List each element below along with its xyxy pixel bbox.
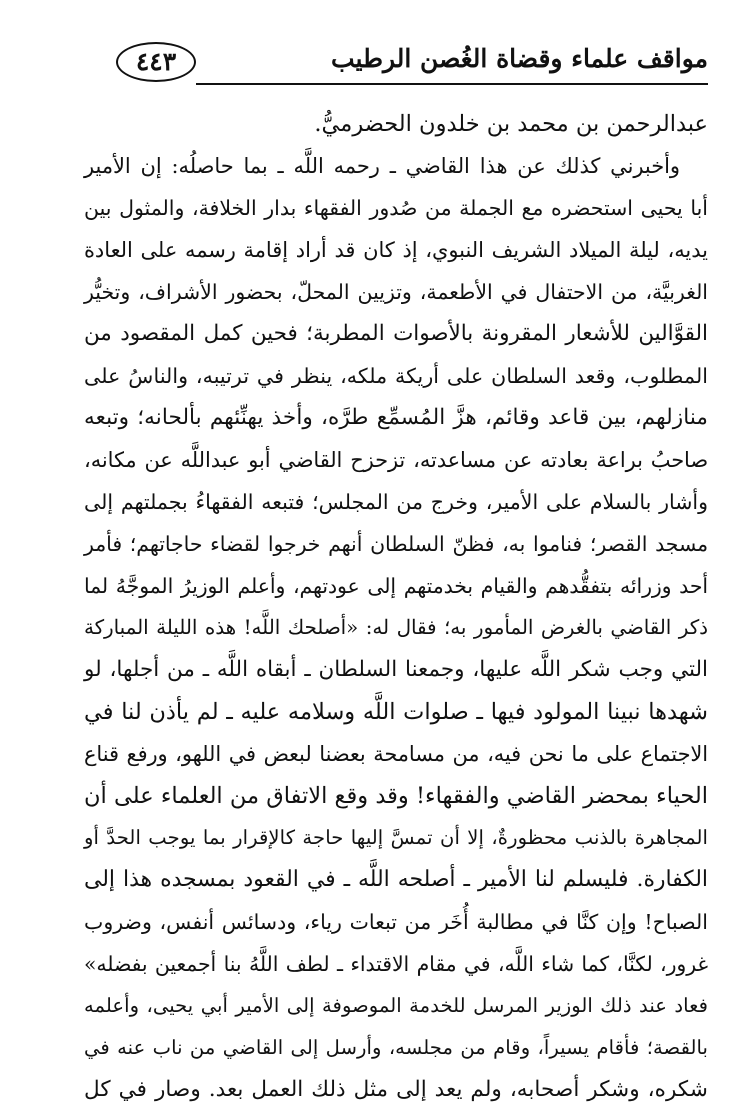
text-line: أبا يحيى استحضره مع الجملة من صُدور الفقهاء بدار الخلافة، والمثول بين [84,196,708,220]
text-line: الصباح! وإن كنَّا في مطالبة أُخَر من تبعات رياء، ودسائس أنفس، وضروب [84,910,708,934]
text-line: شهدها نبينا المولود فيها ـ صلوات اللَّه وسلامه عليه ـ لم يأذن لنا في [84,699,708,725]
text-line: وأخبرني كذلك عن هذا القاضي ـ رحمه اللَّه ـ بما حاصلُه: إن الأمير [84,154,680,178]
header-rule [196,83,708,85]
page-number: ٤٤٣ [135,47,177,76]
text-line: شكره، وشكر أصحابه، ولم يعد إلى مثل ذلك العمل بعد. وصار في كل [84,1077,708,1102]
text-line: عبدالرحمن بن محمد بن خلدون الحضرميُّ. [314,111,708,137]
text-line: مسجد القصر؛ فناموا به، فظنّ السلطان أنهم خرجوا لقضاء حاجاتهم؛ فأمر [84,532,708,556]
body-text [84,103,708,1111]
text-line: منازلهم، بين قاعد وقائم، هزَّ المُسمِّع طرَّه، وأخذ يهنِّئهم بألحانه؛ وتبعه [84,405,708,430]
text-line: يديه، ليلة الميلاد الشريف النبوي، إذ كان قد أراد إقامة رسمه على العادة [84,238,708,262]
text-line: صاحبُ براعة بعادته عن مساعدته، تزحزح القاضي أبو عبداللَّه عن مكانه، [84,448,708,472]
text-line: المجاهرة بالذنب محظورةٌ، إلا أن تمسَّ إليها حاجة كالإقرار بما يوجب الحدَّ أو [84,826,708,849]
page-header [78,36,708,96]
text-line: ذكر القاضي بالغرض المأمور به؛ فقال له: «أصلحك اللَّه! هذه الليلة المباركة [84,616,708,639]
text-line: التي وجب شكر اللَّه عليها، وجمعنا السلطان ـ أبقاه اللَّه ـ من أجلها، لو [84,657,708,682]
text-line: الكفارة. فليسلم لنا الأمير ـ أصلحه اللَّه ـ في القعود بمسجده هذا إلى [84,867,708,892]
text-line: القوَّالين للأشعار المقرونة بالأصوات المطربة؛ فحين كمل المقصود من [84,321,708,346]
text-line: وأشار بالسلام على الأمير، وخرج من المجلس؛ فتبعه الفقهاءُ بجملتهم إلى [84,490,708,514]
text-line: بالقصة؛ فأقام يسيراً، وقام من مجلسه، وأرسل إلى القاضي من ناب عنه في [84,1036,708,1059]
running-title: مواقف علماء وقضاة الغُصن الرطيب [330,44,708,73]
text-line: الحياء بمحضر القاضي والفقهاء! وقد وقع الاتفاق من العلماء على أن [84,783,708,809]
text-line: المطلوب، وقعد السلطان على أريكة ملكه، ينظر في ترتيبه، والناسُ على [84,364,708,388]
text-line: غرور، لكنَّا، كما شاء اللَّه، في مقام الاقتداء ـ لطف اللَّهُ بنا أجمعين بفضله» [84,952,708,976]
text-line: أحد وزرائه بتفقُّدهم والقيام بخدمتهم إلى عودتهم، وأعلم الوزيرُ الموجَّهُ لما [84,574,708,598]
text-line: الغربيَّة، من الاحتفال في الأطعمة، وتزيين المحلّ، بحضور الأشراف، وتخيُّر [84,280,708,304]
text-line: فعاد عند ذلك الوزير المرسل للخدمة الموصوفة إلى الأمير أبي يحيى، وأعلمه [84,994,708,1017]
page-number-frame [116,42,196,82]
text-line: الاجتماع على ما نحن فيه، من مسامحة بعضنا لبعض في اللهو، ورفع قناع [84,742,708,766]
